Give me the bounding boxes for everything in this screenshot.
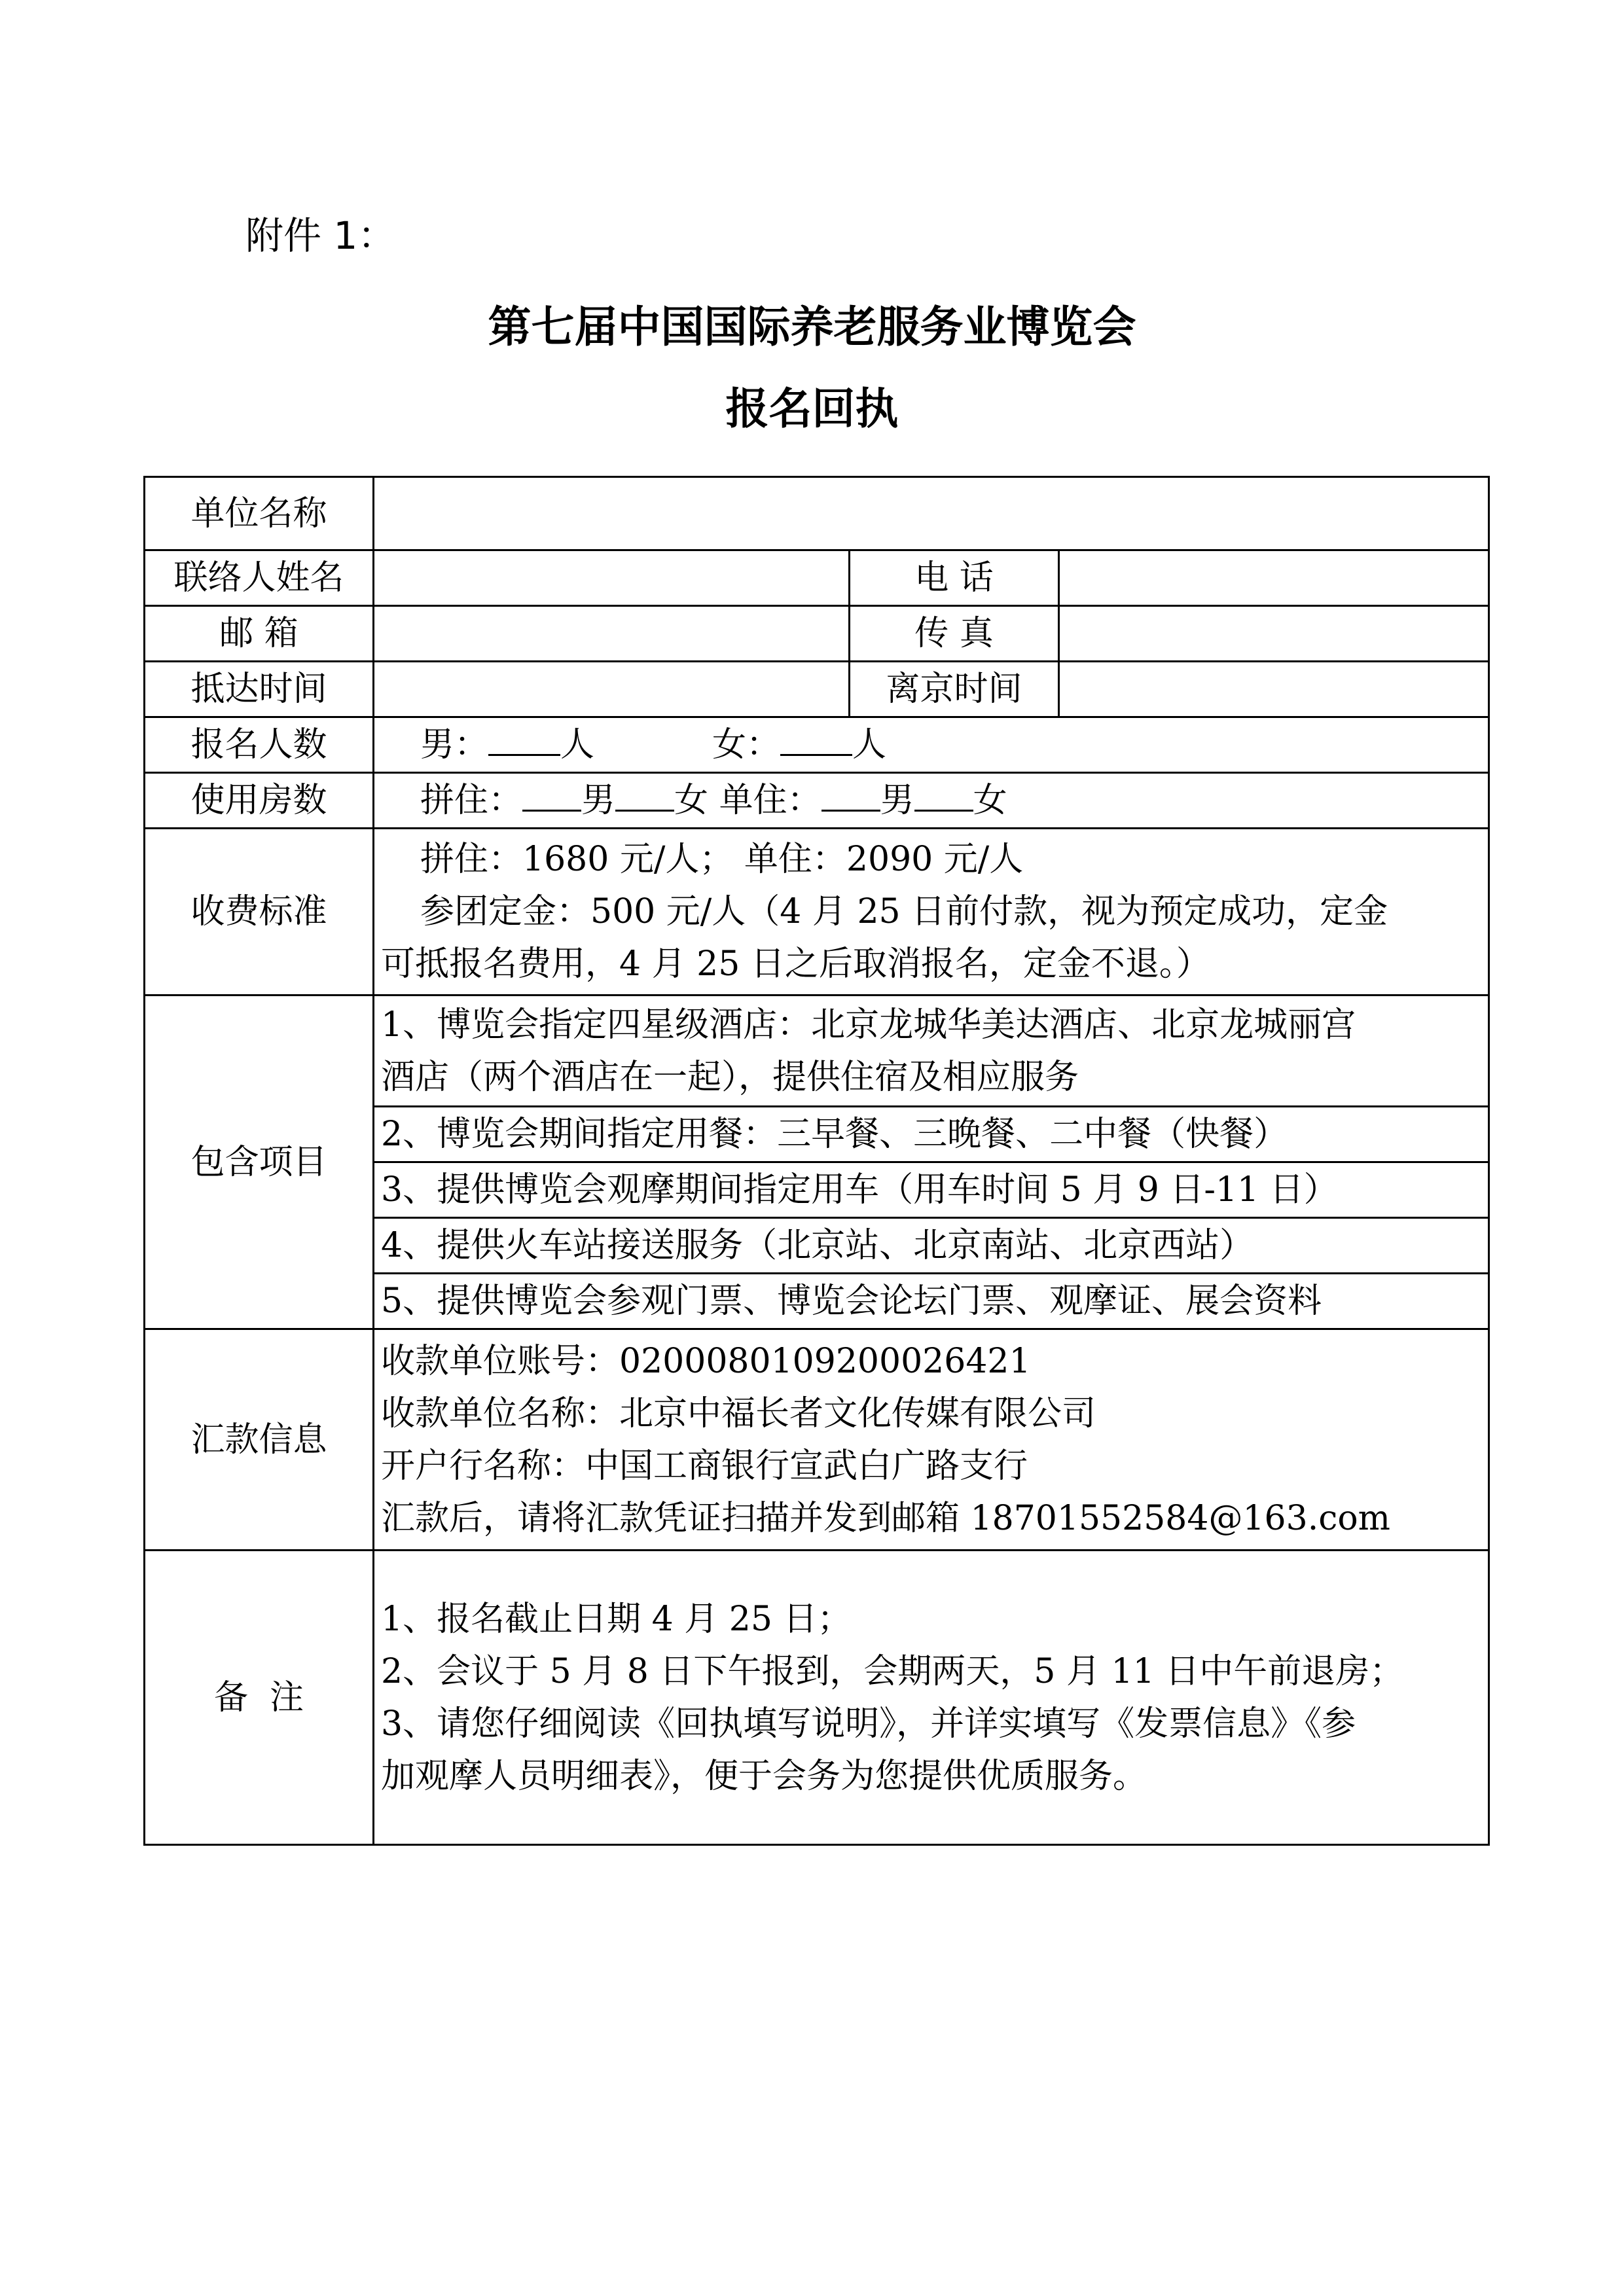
person-unit: 人 bbox=[560, 725, 595, 764]
included-item-text: 1、博览会指定四星级酒店：北京龙城华美达酒店、北京龙城丽宫 bbox=[381, 1005, 1356, 1045]
row-remittance bbox=[145, 1329, 1489, 1551]
fee-line: 可抵报名费用，4 月 25 日之后取消报名，定金不退。） bbox=[381, 944, 1210, 984]
included-item: 2、博览会期间指定用餐：三早餐、三晚餐、二中餐（快餐） bbox=[374, 1107, 1489, 1162]
included-item-text: 酒店（两个酒店在一起），提供住宿及相应服务 bbox=[381, 1057, 1079, 1097]
shared-room-label: 拼住： bbox=[420, 781, 523, 820]
contact-name-label: 联络人姓名 bbox=[145, 550, 374, 606]
departure-time-label: 离京时间 bbox=[850, 662, 1059, 717]
included-label: 包含项目 bbox=[145, 996, 374, 1329]
arrival-time-label: 抵达时间 bbox=[145, 662, 374, 717]
notes-label: 备 注 bbox=[145, 1551, 374, 1845]
email-label: 邮 箱 bbox=[145, 606, 374, 662]
row-headcount bbox=[145, 717, 1489, 773]
fax-field[interactable] bbox=[1059, 606, 1489, 662]
row-unit-name bbox=[145, 477, 1489, 550]
headcount-label: 报名人数 bbox=[145, 717, 374, 773]
single-female-blank[interactable] bbox=[914, 810, 973, 812]
unit-name-label: 单位名称 bbox=[145, 477, 374, 550]
included-item bbox=[374, 996, 1489, 1107]
shared-female-blank[interactable] bbox=[615, 810, 674, 812]
included-item: 5、提供博览会参观门票、博览会论坛门票、观摩证、展会资料 bbox=[374, 1274, 1489, 1329]
male-count-blank[interactable] bbox=[488, 754, 560, 756]
included-item: 4、提供火车站接送服务（北京站、北京南站、北京西站） bbox=[374, 1218, 1489, 1274]
remittance-line: 收款单位账号：0200080109200026421 bbox=[381, 1341, 1031, 1381]
document-title: 第七届中国国际养老服务业博览会 bbox=[488, 302, 1136, 352]
row-email bbox=[145, 606, 1489, 662]
note-line: 3、请您仔细阅读《回执填写说明》，并详实填写《发票信息》《参 bbox=[381, 1704, 1356, 1744]
note-line: 2、会议于 5 月 8 日下午报到，会期两天，5 月 11 日中午前退房； bbox=[381, 1651, 1404, 1691]
single-male-blank[interactable] bbox=[821, 810, 880, 812]
phone-field[interactable] bbox=[1059, 550, 1489, 606]
document-subtitle: 报名回执 bbox=[725, 384, 899, 434]
male-word: 男 bbox=[880, 781, 914, 820]
female-word: 女 bbox=[674, 781, 709, 820]
rooms-field bbox=[374, 773, 1489, 829]
phone-label: 电 话 bbox=[850, 550, 1059, 606]
row-included-1 bbox=[145, 996, 1489, 1107]
female-count-blank[interactable] bbox=[780, 754, 852, 756]
fax-label: 传 真 bbox=[850, 606, 1059, 662]
row-arrival bbox=[145, 662, 1489, 717]
included-item: 3、提供博览会观摩期间指定用车（用车时间 5 月 9 日-11 日） bbox=[374, 1162, 1489, 1218]
remittance-content bbox=[374, 1329, 1489, 1551]
fee-label: 收费标准 bbox=[145, 829, 374, 996]
female-label: 女： bbox=[712, 725, 781, 764]
contact-name-field[interactable] bbox=[374, 550, 850, 606]
attachment-label: 附件 1： bbox=[245, 213, 396, 258]
note-line: 加观摩人员明细表》，便于会务为您提供优质服务。 bbox=[381, 1756, 1147, 1796]
remittance-label: 汇款信息 bbox=[145, 1329, 374, 1551]
arrival-time-field[interactable] bbox=[374, 662, 850, 717]
row-notes bbox=[145, 1551, 1489, 1845]
note-line: 1、报名截止日期 4 月 25 日； bbox=[381, 1599, 852, 1639]
notes-content bbox=[374, 1551, 1489, 1845]
registration-form-table bbox=[143, 476, 1490, 1846]
female-word: 女 bbox=[973, 781, 1007, 820]
shared-male-blank[interactable] bbox=[522, 810, 581, 812]
rooms-label: 使用房数 bbox=[145, 773, 374, 829]
row-fees bbox=[145, 829, 1489, 996]
departure-time-field[interactable] bbox=[1059, 662, 1489, 717]
row-rooms bbox=[145, 773, 1489, 829]
single-room-label: 单住： bbox=[719, 781, 821, 820]
male-label: 男： bbox=[420, 725, 489, 764]
fee-line: 参团定金：500 元/人（4 月 25 日前付款，视为预定成功，定金 bbox=[420, 892, 1388, 931]
email-field[interactable] bbox=[374, 606, 850, 662]
headcount-field bbox=[374, 717, 1489, 773]
fee-content bbox=[374, 829, 1489, 996]
male-word: 男 bbox=[581, 781, 616, 820]
remittance-line: 收款单位名称：北京中福长者文化传媒有限公司 bbox=[381, 1393, 1096, 1433]
person-unit: 人 bbox=[852, 725, 887, 764]
fee-line: 拼住：1680 元/人； 单住：2090 元/人 bbox=[420, 840, 1024, 879]
remittance-line: 汇款后，请将汇款凭证扫描并发到邮箱 18701552584@163.com bbox=[381, 1498, 1390, 1538]
remittance-line: 开户行名称：中国工商银行宣武白广路支行 bbox=[381, 1446, 1028, 1486]
unit-name-field[interactable] bbox=[374, 477, 1489, 550]
row-contact bbox=[145, 550, 1489, 606]
